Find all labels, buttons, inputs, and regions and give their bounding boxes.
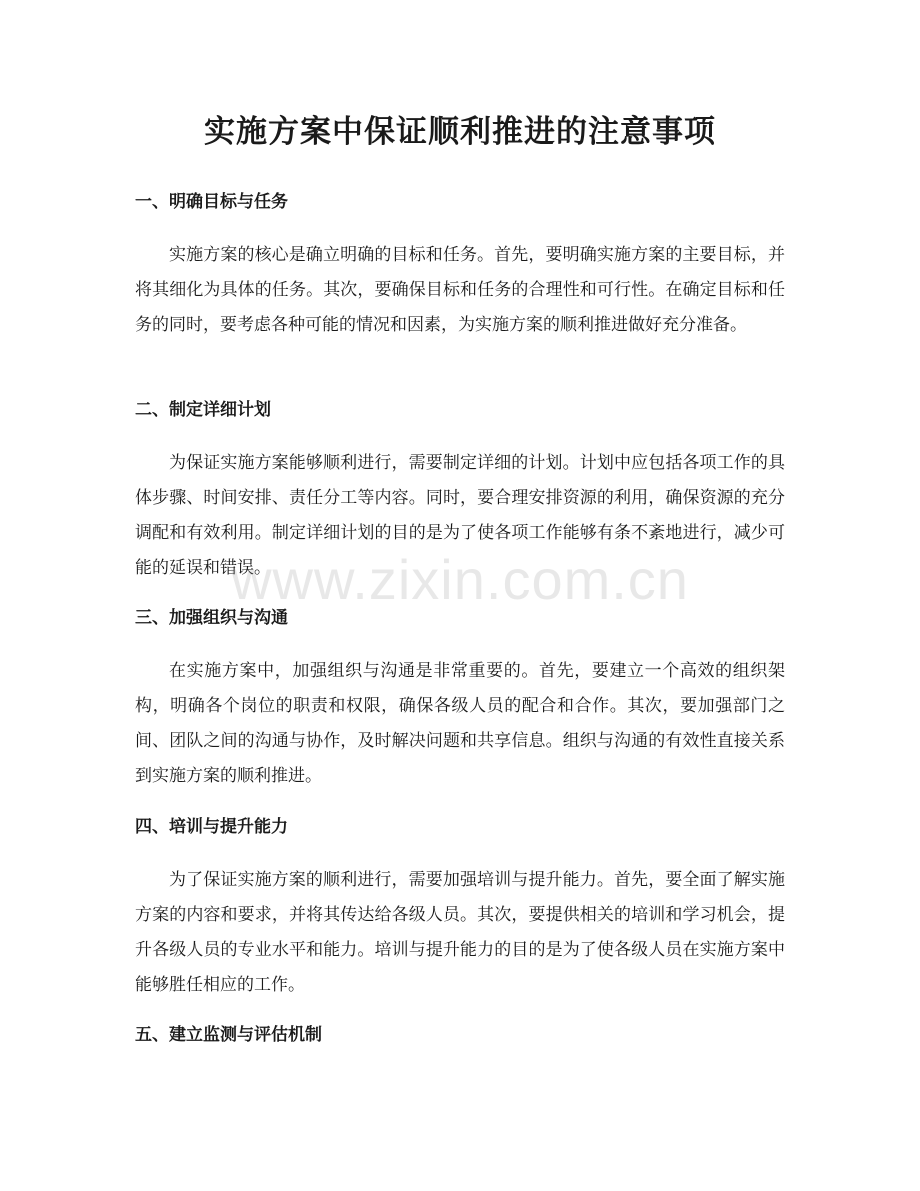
section-2 — [135, 397, 785, 586]
section-1 — [135, 189, 785, 343]
section-paragraph: 实施方案的核心是确立明确的目标和任务。首先，要明确实施方案的主要目标，并将其细化为具体的任务。其次，要确保目标和任务的合理性和可行性。在确定目标和任务的同时，要考虑各种可能的情况和因素，为实施方案的顺利推进做好充分准备。 — [135, 245, 785, 335]
section-paragraph: 为了保证实施方案的顺利进行，需要加强培训与提升能力。首先，要全面了解实施方案的内容和要求，并将其传达给各级人员。其次，要提供相关的培训和学习机会，提升各级人员的专业水平和能力。培训与提升能力的目的是为了使各级人员在实施方案中能够胜任相应的工作。 — [135, 870, 785, 995]
watermark: www.zixin.com.cn — [231, 548, 689, 611]
document-title: 实施方案中保证顺利推进的注意事项 — [204, 114, 716, 150]
section-heading: 一、明确目标与任务 — [135, 192, 288, 212]
section-heading: 五、建立监测与评估机制 — [135, 1025, 322, 1045]
section-heading: 三、加强组织与沟通 — [135, 608, 288, 628]
section-heading: 四、培训与提升能力 — [135, 817, 288, 837]
section-5 — [135, 1022, 785, 1048]
section-paragraph: 在实施方案中，加强组织与沟通是非常重要的。首先，要建立一个高效的组织架构，明确各个岗位的职责和权限，确保各级人员的配合和合作。其次，要加强部门之间、团队之间的沟通与协作，及时解决问题和共享信息。组织与沟通的有效性直接关系到实施方案的顺利推进。 — [135, 661, 785, 786]
section-paragraph: 为保证实施方案能够顺利进行，需要制定详细的计划。计划中应包括各项工作的具体步骤、时间安排、责任分工等内容。同时，要合理安排资源的利用，确保资源的充分调配和有效利用。制定详细计划的目的是为了使各项工作能够有条不紊地进行，减少可能的延误和错误。 — [135, 453, 785, 578]
section-3 — [135, 605, 785, 794]
section-4 — [135, 814, 785, 1003]
section-heading: 二、制定详细计划 — [135, 400, 271, 420]
